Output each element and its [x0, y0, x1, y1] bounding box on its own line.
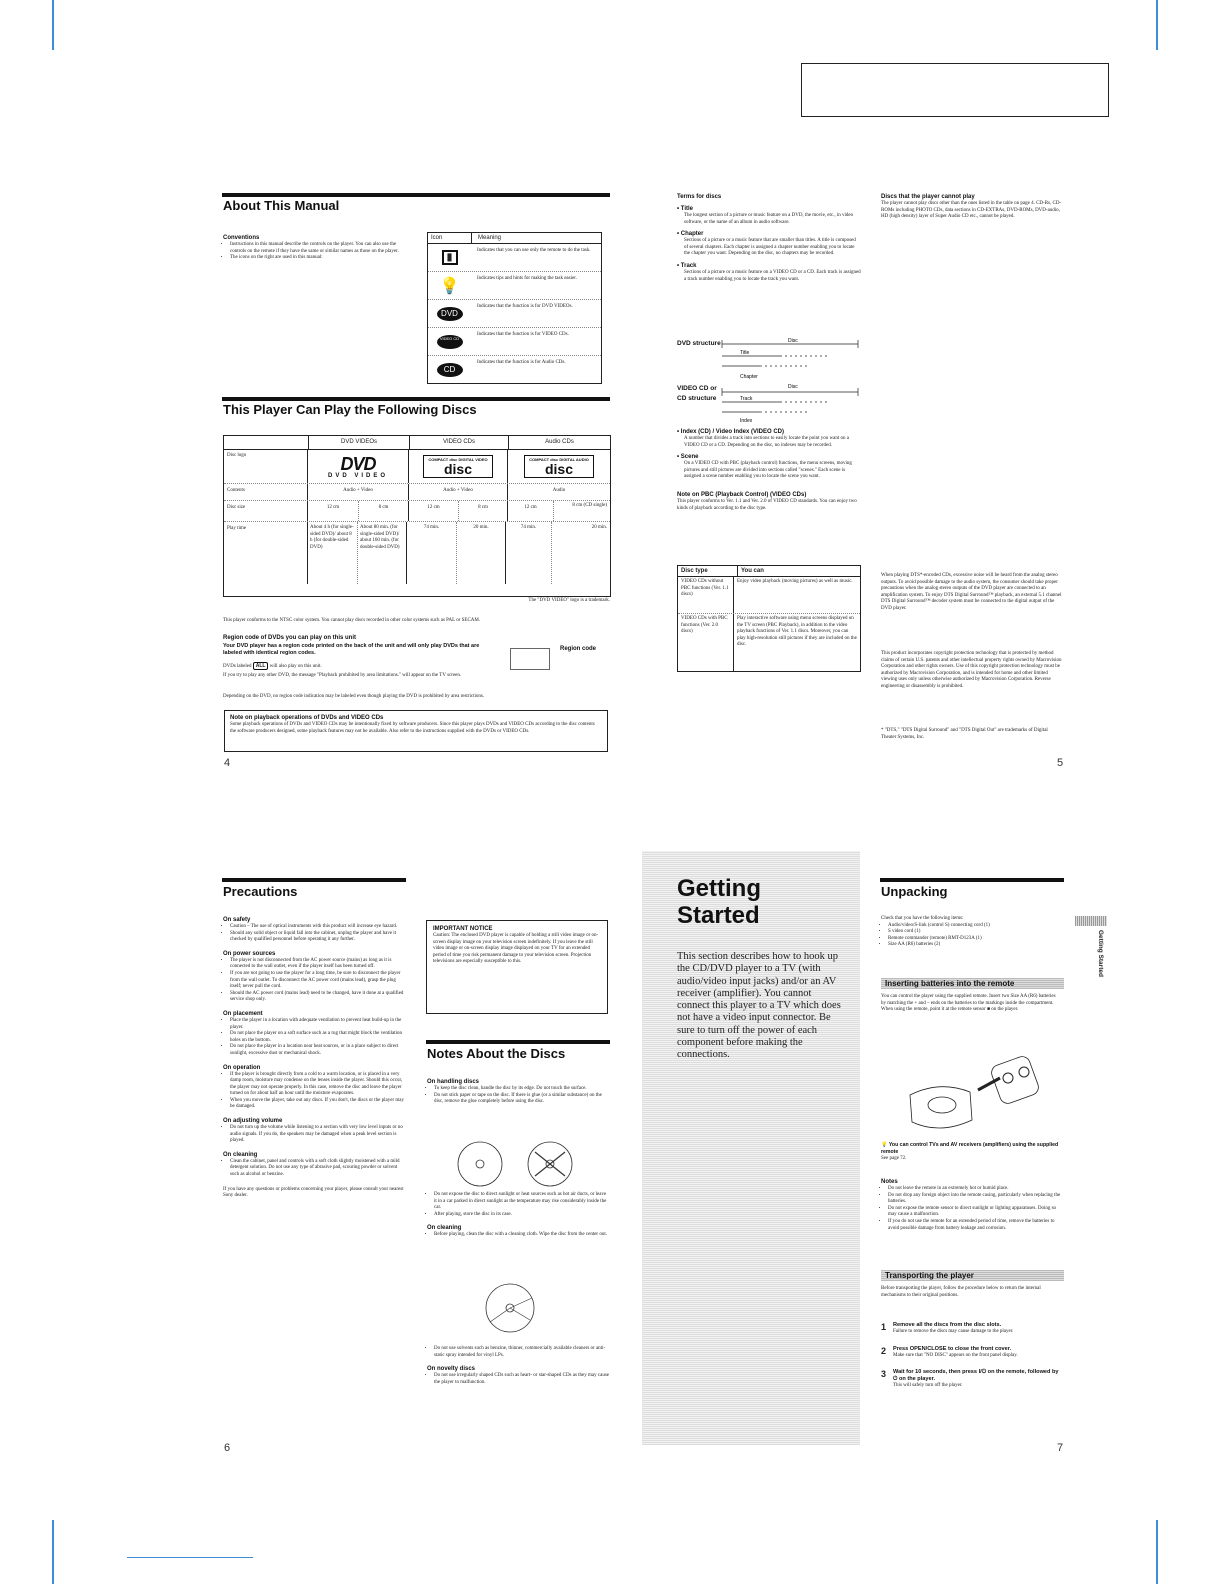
terms-block — [677, 193, 861, 283]
precaution-section: On adjusting volume • Do not turn up the volume while listening to a section with very low level inputs or no audio signals. If you do, the speakers may be damaged when a peak level section is played. — [223, 1117, 406, 1145]
size-cell: 12 cm — [409, 501, 459, 521]
diagram-chapter-label: Chapter — [740, 374, 758, 380]
heading-rule — [222, 878, 406, 882]
icon-row — [428, 356, 601, 383]
audio-cd-logo: COMPACT disc DIGITAL AUDIO disc — [524, 455, 594, 478]
icon-meaning: Indicates that the function is for DVD VIDEOs. — [477, 304, 573, 309]
icon-row — [428, 300, 601, 328]
diagram-index-label: Index — [740, 418, 753, 424]
cd-badge-icon: CD — [437, 363, 463, 377]
getting-started-text: This section describes how to hook up the CD/DVD player to a TV (with audio/video input jacks) and/or an AV receiver (amplifier). You cannot connect this player to a TV which does not have a video input connector. Be sure to turn off the power of each component before making the connections. — [677, 951, 841, 1061]
closing-text: If you have any questions or problems concerning your player, please consult your nearest Sony dealer. — [223, 1186, 404, 1199]
terms2-block — [677, 428, 861, 512]
video-cd-badge-icon: VIDEO CD — [437, 335, 463, 349]
contents-cell: Audio — [552, 488, 566, 493]
conventions-item: • The icons on the right are used in this manual: — [230, 255, 413, 262]
unpacking-intro: Check that you have the following items: — [881, 916, 964, 921]
region-code-label-illustration — [510, 648, 550, 670]
notice-heading: IMPORTANT NOTICE — [433, 926, 493, 932]
unpacking-item: • Size AA (R6) batteries (2) — [888, 942, 1061, 949]
cannot-text: The player cannot play discs other than the ones listed in the table on page 4. CD-Rs, CD-ROMs including PHOTO CDs, data sections in CD-EXTRAs, DVD-ROMs, DVD-audio, HD (high density) layer of Super Audio CD etc., cannot be played. — [881, 201, 1062, 220]
dts-text: When playing DTS*-encoded CDs, excessive noise will be heard from the analog stereo outputs. To avoid possible damage to the audio system, the consumer should take proper precautions when the analog stereo outputs of the DVD player are connected to an amplification system. To enjoy DTS Digital Surround™ playback, an external 5.1 channel DTS Digital Surround™ decoder system must be connected to the digital output of the DVD player. — [881, 573, 1062, 611]
blank-label-box — [801, 63, 1109, 117]
precaution-section: On safety • Caution – The use of optical instruments with this product will increase eye hazard. • Should any solid object or liquid fall into the cabinet, unplug the player and have it checked by qualified personnel before operating it any further. — [223, 916, 406, 944]
getting-started-title: Getting Started — [677, 875, 761, 929]
notes-about-discs-title: Notes About the Discs — [427, 1046, 566, 1061]
region-all-line: DVDs labeled ALL will also play on this unit. — [223, 663, 322, 669]
tip-icon: 💡 — [881, 1142, 888, 1148]
playtime-cell: 20 min. — [591, 525, 607, 530]
unpacking-item: • Remote commander (remote) RMT-D123A (1) — [888, 936, 1061, 943]
region-bold: Your DVD player has a region code printed on the back of the unit and will only play DVDs that are labeled with identical region codes. — [223, 643, 480, 656]
page-number: 5 — [1057, 757, 1064, 769]
playtime-cell: 74 min. — [506, 522, 552, 584]
size-cell: 12 cm — [308, 501, 359, 521]
playback-note-box — [224, 710, 608, 752]
diagram-track-label: Track — [740, 396, 753, 402]
heading-rule — [880, 878, 1064, 882]
precaution-section: On operation • If the player is brought directly from a cold to a warm location, or is placed in a very damp room, moisture may condense on the lenses inside the player. Should this occur, the player may not operate properly. In this case, remove the disc and leave the player turned on for about half an hour until the moisture evaporates. • When you move the player, take out any discs. If you don't, the discs or the player may be damaged. — [223, 1064, 406, 1112]
cannot-play-block — [881, 193, 1063, 221]
notes-heading: Notes — [881, 1179, 898, 1185]
notes-discs-column-3: • Do not use solvents such as benzine, thinner, commercially available cleaners or anti-static spray intended for vinyl LPs. On novelty discs • Do not use irregularly shaped CDs such as heart- or star-shaped CDs as they may cause the player to malfunction. — [427, 1346, 609, 1386]
crop-mark — [1156, 1520, 1158, 1584]
diagram-title-label: Title — [740, 350, 750, 356]
icon-row — [428, 244, 601, 272]
unpacking-item: • Audio/video/S-link (control S) connecting cord (1) — [888, 923, 1061, 930]
icon-meaning: Indicates that the function is for VIDEO CDs. — [477, 332, 569, 337]
playtime-cell: 74 min. — [407, 522, 457, 584]
notice-text: Caution: The enclosed DVD player is capable of holding a still video image or on-screen display image on your television screen indefinitely. If you leave the still video image or on-screen display image displayed on your TV for an extended period of time you risk permanent damage to your television screen. Projection televisions are especially susceptible to this. — [433, 933, 599, 965]
diagram-disc-label: Disc — [788, 338, 798, 344]
size-cell: 8 cm — [359, 501, 409, 521]
cleaning-heading: On cleaning — [427, 1225, 462, 1232]
transport-banner: Transporting the player — [881, 1270, 1064, 1281]
handling-heading: On handling discs — [427, 1079, 480, 1085]
icon-row — [428, 272, 601, 300]
remote-notes-block: Notes • Do not leave the remote in an extremely hot or humid place. • Do not drop any foreign object into the remote casing, particularly when replacing the batteries. • Do not expose the remote sensor to direct sunlight or lighting apparatuses. Doing so may cause a malfunction. • If you do not use the remote for an extended period of time, remove the batteries to avoid possible damage from battery leakage and corrosion. — [881, 1178, 1061, 1232]
batteries-text: You can control the player using the supplied remote. Insert two Size AA (R6) batteries by matching the + and – ends on the batteries to the markings inside the compartment. When using the remote, point it at the remote sensor ■ on the player. — [881, 994, 1056, 1013]
region-heading: Region code of DVDs you can play on this unit — [223, 635, 357, 641]
crop-mark — [1156, 0, 1158, 50]
hint-bulb-icon: 💡 — [439, 277, 460, 295]
page-number: 7 — [1057, 1442, 1064, 1454]
you-can-cell: Play interactive software using menu screens displayed on the TV screen (PBC Playback), in addition to the video playback functions of Ver. 1.1 discs. Moreover, you can play high-resolution still pictures if they are included on the disc. — [737, 616, 857, 648]
unpacking-title: Unpacking — [881, 884, 948, 899]
dvd-video-logo: DVD DVD VIDEO — [327, 453, 388, 479]
heading-rule — [222, 397, 610, 401]
row-label: Contents — [224, 484, 308, 500]
ntsc-note: This player conforms to the NTSC color system. You cannot play discs recorded in other color systems such as PAL or SECAM. — [223, 618, 481, 623]
you-can-cell: Enjoy video playback (moving pictures) as well as music. — [737, 579, 853, 584]
about-title: About This Manual — [223, 198, 340, 213]
term-item: • Scene On a VIDEO CD with PBC (playback control) functions, the menu screens, moving pictures and still pictures are divided into sections called "scenes." Each scene is assigned a scene number enabling you to locate the scene you want. — [677, 454, 852, 480]
precautions-title: Precautions — [223, 884, 298, 899]
term-item: • Track Sections of a picture or a music feature on a VIDEO CD or a CD. Each track is assigned a track number enabling you to locate the track you want. — [677, 262, 861, 282]
discs-title: This Player Can Play the Following Discs — [223, 402, 477, 417]
icon-meaning: Indicates that you can use only the remote to do the task. — [477, 248, 591, 253]
playtime-cell: About 80 min. (for single-sided DVD)/ about 160 min. (for double-sided DVD) — [358, 522, 407, 584]
notes-discs-column: On handling discs • To keep the disc clean, handle the disc by its edge. Do not touch the surface. • Do not stick paper or tape on the disc. If there is glue (or a similar substance) on the disc, remove the glue completely before using the disc. — [427, 1078, 609, 1106]
unpacking-item: • S video cord (1) — [888, 929, 1061, 936]
heading-rule — [222, 193, 610, 197]
conventions-item: • Instructions in this manual describe the controls on the player. You can also use the controls on the remote if they have the same or similar names as those on the player. — [230, 242, 413, 255]
step-item: 2 Press OPEN/CLOSE to close the front cover. Make sure that "NO DISC" appears on the front panel display. — [881, 1345, 1018, 1358]
row-label: Disc logo — [224, 450, 308, 483]
icon-meaning: Indicates that the function is for Audio CDs. — [477, 360, 566, 365]
tip-block: 💡 You can control TVs and AV receivers (amplifiers) using the supplied remote See page 72. — [881, 1142, 1061, 1163]
row-label: Disc size — [224, 501, 308, 521]
dvd-badge-icon: DVD — [437, 307, 463, 321]
playback-note-text: Some playback operations of DVDs and VIDEO CDs may be intentionally fixed by software producers. Since this player plays DVDs and VIDEO CDs according to the disc contents the software producers designed, some playback features may not be available. Also refer to the instructions supplied with the DVDs or VIDEO CDs. — [230, 722, 595, 734]
novelty-heading: On novelty discs — [427, 1366, 476, 1373]
cannot-heading: Discs that the player cannot play — [881, 194, 975, 200]
precautions-column — [223, 916, 406, 1200]
disc-type-header: Disc type — [678, 566, 738, 576]
step-item: 1 Remove all the discs from the disc slots. Failure to remove the discs may cause damage to the player. — [881, 1322, 1014, 1334]
diagram-disc-label: Disc — [788, 384, 798, 390]
disc-type-cell: VIDEO CDs without PBC functions (Ver. 1.1 discs) — [678, 577, 734, 613]
transport-steps — [881, 1322, 1061, 1390]
region-depend: Depending on the DVD, no region code indication may be labeled even though playing the DVD is prohibited by area restrictions. — [223, 694, 485, 699]
page-number: 6 — [224, 1442, 231, 1454]
remote-battery-illustration — [900, 1050, 1050, 1135]
pbc-heading: Note on PBC (Playback Control) (VIDEO CDs) — [677, 491, 807, 498]
icon-meaning: Indicates tips and hints for making the task easier. — [477, 276, 577, 281]
side-tab — [1075, 916, 1107, 994]
icon-row — [428, 328, 601, 356]
col-dvd: DVD VIDEOs — [309, 436, 410, 449]
dts-footnote: * "DTS," "DTS Digital Surround" and "DTS Digital Out" are trademarks of Digital Theater Systems, Inc. — [881, 728, 1048, 740]
contents-cell: Audio + Video — [409, 484, 508, 500]
col-audiocd: Audio CDs — [545, 439, 574, 445]
term-item: • Index (CD) / Video Index (VIDEO CD) A number that divides a track into sections to easily locate the point you want on a VIDEO CD or a CD. Depending on the disc, no indexes may be recorded. — [677, 429, 849, 448]
disc-table — [223, 435, 611, 597]
remote-icon: ▮ — [442, 250, 458, 265]
important-notice-box — [426, 920, 608, 1014]
disc-handling-illustration — [445, 1138, 585, 1190]
size-cell: 12 cm — [508, 501, 554, 521]
conventions-heading: Conventions — [223, 235, 260, 241]
region-other: If you try to play any other DVD, the message "Playback prohibited by area limitations." will appear on the TV screen. — [223, 673, 462, 678]
page-number: 4 — [224, 757, 231, 769]
region-all-badge: ALL — [253, 662, 269, 670]
notes-discs-column-2: • Do not expose the disc to direct sunlight or heat sources such as hot air ducts, or leave it in a car parked in direct sunlight as the temperature may rise considerably inside the car. • After playing, store the disc in its case. On cleaning • Before playing, clean the disc with a cleaning cloth. Wipe the disc from the center out. — [427, 1192, 609, 1239]
terms-heading: Terms for discs — [677, 194, 722, 200]
precaution-section: On placement • Place the player in a location with adequate ventilation to prevent heat build-up in the player. • Do not place the player on a soft surface such as a rug that might block the ventilation holes on the bottom. • Do not place the player in a location near heat sources, or in a place subject to direct sunlight, excessive dust or mechanical shock. — [223, 1010, 406, 1058]
size-cell: 8 cm — [459, 501, 508, 521]
disc-type-cell: VIDEO CDs with PBC functions (Ver. 2.0 discs) — [678, 614, 734, 671]
macrovision-text: This product incorporates copyright protection technology that is protected by method claims of certain U.S. patents and other intellectual property rights owned by Macrovision Corporation and other rights owners. Use of this copyright protection technology must be authorized by Macrovision Corporation, and is intended for home and other limited viewing uses only unless otherwise authorized by Macrovision Corporation. Reverse engineering or disassembly is prohibited. — [881, 651, 1062, 689]
tip-ref: See page 72. — [881, 1156, 907, 1161]
unpacking-block — [881, 916, 1061, 949]
term-item: • Title The longest section of a picture or music feature on a DVD, the movie, etc., in video software, or the name of an album in audio software. — [677, 206, 854, 225]
playtime-cell: 20 min. — [457, 522, 506, 584]
heading-rule — [426, 1040, 610, 1044]
step-item: 3 Wait for 10 seconds, then press I/⏻ on the remote, followed by ⏻ on the player. This will safely turn off the player. — [881, 1369, 1059, 1389]
playback-note-heading: Note on playback operations of DVDs and VIDEO CDs — [230, 715, 384, 721]
crop-mark — [52, 1520, 54, 1584]
region-code-callout: Region code — [560, 646, 597, 652]
video-cd-logo: COMPACT disc DIGITAL VIDEO disc — [423, 455, 492, 478]
crop-mark — [127, 1557, 253, 1558]
crop-mark — [52, 0, 54, 50]
meaning-col-header: Meaning — [478, 235, 502, 241]
row-label: Play time — [224, 522, 308, 584]
side-tab-label: Getting Started — [1097, 930, 1104, 977]
vcd-structure-label: VIDEO CD or CD structure — [677, 385, 717, 402]
dvd-structure-label: DVD structure — [677, 340, 721, 347]
transport-intro: Before transporting the player, follow the procedure below to return the internal mechanisms to their original positions. — [881, 1286, 1041, 1298]
playtime-cell: About 4 h (for single-sided DVD)/ about 8 h (for double-sided DVD) — [308, 522, 358, 584]
size-cell: 8 cm (CD single) — [572, 503, 607, 508]
you-can-header: You can — [741, 568, 764, 574]
disc-cleaning-illustration — [470, 1278, 550, 1338]
getting-started-panel — [642, 851, 860, 1445]
contents-cell: Audio + Video — [308, 484, 409, 500]
pbc-table — [677, 565, 861, 672]
col-vcd: VIDEO CDs — [410, 436, 509, 449]
term-item: • Chapter Sections of a picture or a music feature that are smaller than titles. A title is composed of several chapters. Each chapter is assigned a chapter number enabling you to locate the chapter you want. Depending on the disc, no chapters may be recorded. — [677, 231, 856, 257]
conventions-block — [223, 234, 413, 262]
dvd-trademark: The "DVD VIDEO" logo is a trademark. — [528, 598, 610, 603]
precaution-section: On cleaning • Clean the cabinet, panel and controls with a soft cloth slightly moistened with a mild detergent solution. Do not use any type of abrasive pad, scouring powder or solvent such as alcohol or benzine. — [223, 1151, 406, 1179]
batteries-banner: Inserting batteries into the remote — [881, 978, 1064, 989]
icon-col-header: Icon — [428, 233, 472, 243]
precaution-section: On power sources • The player is not disconnected from the AC power source (mains) as long as it is connected to the wall outlet, even if the player itself has been turned off. • If you are not going to use the player for a long time, be sure to disconnect the player from the wall outlet. To disconnect the AC power cord (mains lead), grasp the plug itself; never pull the cord. • Should the AC power cord (mains lead) need to be changed, have it done at a qualified service shop only. — [223, 950, 406, 1004]
pbc-text: This player conforms to Ver. 1.1 and Ver. 2.0 of VIDEO CD standards. You can enjoy two kinds of playback according to the disc type. — [677, 498, 857, 511]
icon-table — [427, 232, 602, 384]
